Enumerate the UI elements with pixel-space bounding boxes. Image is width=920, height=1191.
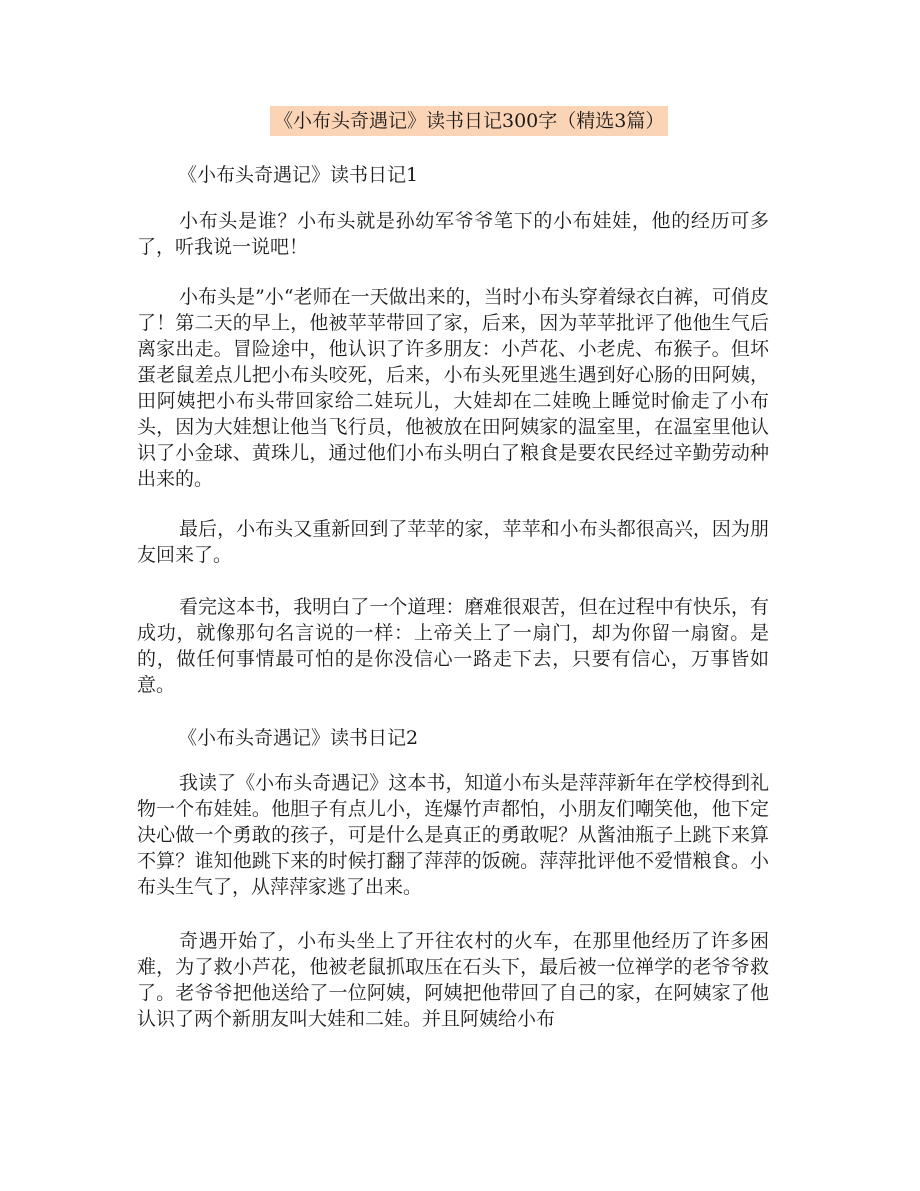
document-title: 《小布头奇遇记》读书日记300字（精选3篇）: [270, 106, 668, 136]
paragraph: 小布头是”小“老师在一天做出来的，当时小布头穿着绿衣白裤，可俏皮了！第二天的早上，他被苹苹带回了家，后来，因为苹苹批评了他他生气后离家出走。冒险途中，他认识了许多朋友：小芦花、小老虎、布猴子。但坏蛋老鼠差点儿把小布头咬死，后来，小布头死里逃生遇到好心肠的田阿姨，田阿姨把小布头带回家给二娃玩儿，大娃却在二娃晚上睡觉时偷走了小布头，因为大娃想让他当飞行员，他被放在田阿姨家的温室里，在温室里他认识了小金球、黄珠儿，通过他们小布头明白了粮食是要农民经过辛勤劳动种出来的。: [137, 286, 769, 490]
paragraph: 最后，小布头又重新回到了苹苹的家，苹苹和小布头都很高兴，因为朋友回来了。: [137, 518, 769, 566]
section-heading-1: 《小布头奇遇记》读书日记1: [178, 164, 419, 186]
section-heading-2: 《小布头奇遇记》读书日记2: [178, 727, 419, 749]
paragraph: 我读了《小布头奇遇记》这本书，知道小布头是萍萍新年在学校得到礼物一个布娃娃。他胆子有点儿小，连爆竹声都怕，小朋友们嘲笑他，他下定决心做一个勇敢的孩子，可是什么是真正的勇敢呢？从酱油瓶子上跳下来算不算？谁知他跳下来的时候打翻了萍萍的饭碗。萍萍批评他不爱惜粮食。小布头生气了，从萍萍家逃了出来。: [137, 772, 769, 898]
paragraph: 奇遇开始了，小布头坐上了开往农村的火车，在那里他经历了许多困难，为了救小芦花，他被老鼠抓取压在石头下，最后被一位禅学的老爷爷救了。老爷爷把他送给了一位阿姨，阿姨把他带回了自己的家，在阿姨家了他认识了两个新朋友叫大娃和二娃。并且阿姨给小布: [137, 930, 769, 1030]
paragraph: 看完这本书，我明白了一个道理：磨难很艰苦，但在过程中有快乐，有成功，就像那句名言说的一样：上帝关上了一扇门，却为你留一扇窗。是的，做任何事情最可怕的是你没信心一路走下去，只要有信心，万事皆如意。: [137, 596, 769, 696]
paragraph: 小布头是谁？小布头就是孙幼军爷爷笔下的小布娃娃，他的经历可多了，听我说一说吧！: [137, 210, 769, 258]
